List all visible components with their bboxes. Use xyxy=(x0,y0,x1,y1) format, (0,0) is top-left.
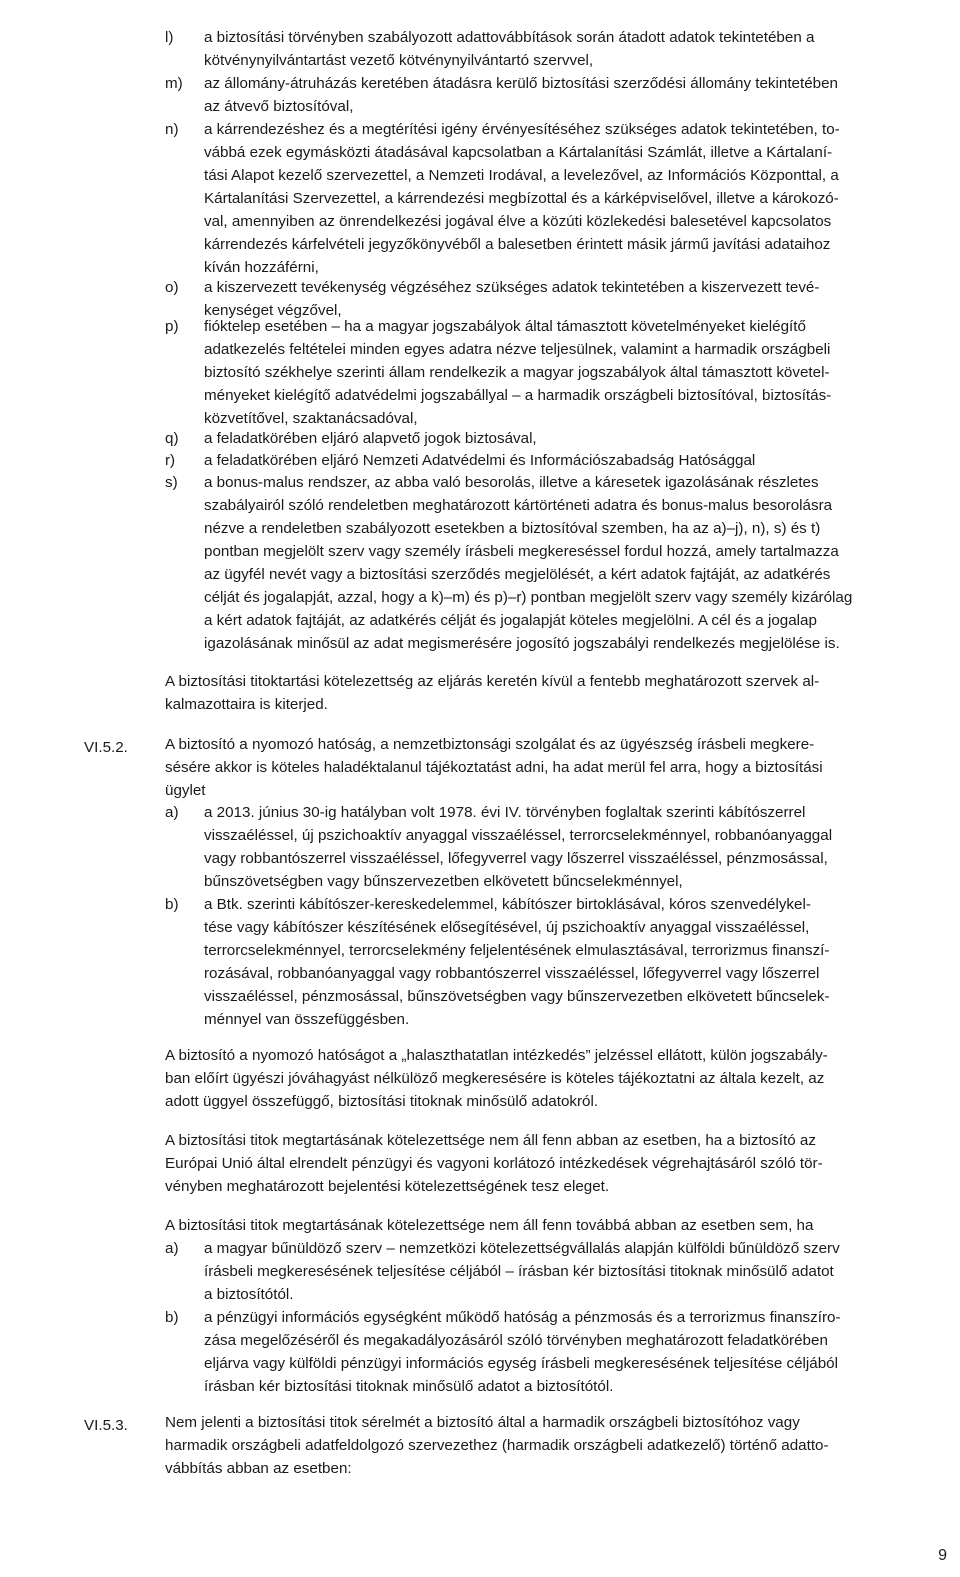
list-marker: m) xyxy=(165,75,183,92)
text-line: a kiszervezett tevékenység végzéséhez szükséges adatok tekintetében a kiszervezett tevé- xyxy=(204,279,820,296)
text-line: harmadik országbeli adatfeldolgozó szervezethez (harmadik országbeli adatkezelő) történő adatto- xyxy=(165,1437,829,1454)
text-line: adott üggyel összefüggő, biztosítási titoknak minősülő adatokról. xyxy=(165,1093,599,1110)
section-number-vi-5-3: VI.5.3. xyxy=(84,1417,128,1434)
text-line: ban előírt ügyészi jóváhagyást nélkülöző megkeresésére is köteles tájékoztatni az általa kezelt, az xyxy=(165,1070,825,1087)
text-line: az átvevő biztosítóval, xyxy=(204,98,354,115)
list-marker: o) xyxy=(165,279,179,296)
text-line: rozásával, robbanóanyaggal vagy robbantószerrel visszaéléssel, lőfegyverrel vagy lőszerrel xyxy=(204,965,820,982)
text-line: a biztosítótól. xyxy=(204,1286,294,1303)
text-line: írásban kér biztosítási titoknak minősülő adatot a biztosítótól. xyxy=(204,1378,614,1395)
text-line: kalmazottaira is kiterjed. xyxy=(165,696,328,713)
text-line: szabályairól szóló rendeletben meghatározott kártörténeti adatra és bonus-malus besorolásra xyxy=(204,497,833,514)
text-line: ügylet xyxy=(165,782,206,799)
text-line: közvetítővel, szaktanácsadóval, xyxy=(204,410,418,427)
text-line: A biztosítási titoktartási kötelezettség az eljárás keretén kívül a fentebb meghatározott szervek al- xyxy=(165,673,820,690)
text-line: a feladatkörében eljáró alapvető jogok biztosával, xyxy=(204,430,537,447)
text-line: tése vagy kábítószer készítésének elősegítésével, új pszichoaktív anyaggal visszaéléssel, xyxy=(204,919,810,936)
text-line: vagy robbantószerrel visszaéléssel, lőfegyverrel vagy lőszerrel visszaéléssel, pénzmosással, xyxy=(204,850,828,867)
text-line: Nem jelenti a biztosítási titok sérelmét a biztosító által a harmadik országbeli biztosítóhoz vagy xyxy=(165,1414,800,1431)
text-line: ményeket kielégítő adatvédelmi jogszabállyal – a harmadik országbeli biztosítóval, biztosítás- xyxy=(204,387,832,404)
text-line: sésére akkor is köteles haladéktalanul tájékoztatást adni, ha adat merül fel arra, hogy a biztosítási xyxy=(165,759,823,776)
text-line: Európai Unió által elrendelt pénzügyi és vagyoni korlátozó intézkedések végrehajtásáról szóló tör- xyxy=(165,1155,823,1172)
text-line: kenységet végzővel, xyxy=(204,302,342,319)
text-line: kárrendezés kárfelvételi jegyzőkönyvéből a balesetben érintett másik jármű javítási adataihoz xyxy=(204,236,831,253)
list-marker: a) xyxy=(165,804,179,821)
text-line: zása megelőzéséről és megakadályozásáról szóló törvényben meghatározott feladatkörében xyxy=(204,1332,828,1349)
text-line: vábbá ezek egymásközti átadásával kapcsolatban a Kártalanítási Számlát, illetve a Kártalaní- xyxy=(204,144,833,161)
text-line: igazolásának minősül az adat megismerésére jogosító jogszabályi rendelkezés megjelölése is. xyxy=(204,635,840,652)
text-line: adatkezelés feltételei minden egyes adatra nézve teljesülnek, valamint a harmadik országbeli xyxy=(204,341,831,358)
text-line: visszaéléssel, pénzmosással, bűnszövetségben vagy bűnszervezetben elkövetett bűncselek- xyxy=(204,988,830,1005)
list-marker: p) xyxy=(165,318,179,335)
text-line: a bonus-malus rendszer, az abba való besorolás, illetve a káresetek igazolásának részletes xyxy=(204,474,819,491)
text-line: val, amennyiben az önrendelkezési jogával élve a közúti közlekedési balesetével kapcsolatos xyxy=(204,213,832,230)
text-line: a kárrendezéshez és a megtérítési igény érvényesítéséhez szükséges adatok tekintetében, to- xyxy=(204,121,840,138)
text-line: biztosító székhelye szerinti állam rendelkezik a magyar jogszabályok által támasztott követel- xyxy=(204,364,830,381)
text-line: A biztosítási titok megtartásának kötelezettsége nem áll fenn továbbá abban az esetben sem, ha xyxy=(165,1217,814,1234)
list-marker: l) xyxy=(165,29,174,46)
text-line: pontban megjelölt szerv vagy személy írásbeli megkereséssel fordul hozzá, amely tartalmazza xyxy=(204,543,839,560)
text-line: eljárva vagy külföldi pénzügyi információs egység írásbeli megkeresésének teljesítése céljából xyxy=(204,1355,838,1372)
text-line: írásbeli megkeresésének teljesítése céljából – írásban kér biztosítási titoknak minősülő adatot xyxy=(204,1263,834,1280)
text-line: kíván hozzáférni, xyxy=(204,259,319,276)
text-line: A biztosító a nyomozó hatóság, a nemzetbiztonsági szolgálat és az ügyészség írásbeli megkere- xyxy=(165,736,815,753)
page-number: 9 xyxy=(938,1547,947,1564)
text-line: a 2013. június 30-ig hatályban volt 1978. évi IV. törvényben foglaltak szerinti kábítószerrel xyxy=(204,804,806,821)
text-line: a Btk. szerinti kábítószer-kereskedelemmel, kábítószer birtoklásával, kóros szenvedélykel- xyxy=(204,896,811,913)
text-line: ménnyel van összefüggésben. xyxy=(204,1011,410,1028)
list-marker: n) xyxy=(165,121,179,138)
text-line: bűnszövetségben vagy bűnszervezetben elkövetett bűncselekménnyel, xyxy=(204,873,683,890)
list-marker: q) xyxy=(165,430,179,447)
text-line: A biztosító a nyomozó hatóságot a „halaszthatatlan intézkedés” jelzéssel ellátott, külön jogszabály- xyxy=(165,1047,828,1064)
text-line: a feladatkörében eljáró Nemzeti Adatvédelmi és Információszabadság Hatósággal xyxy=(204,452,756,469)
text-line: fióktelep esetében – ha a magyar jogszabályok által támasztott követelményeket kielégítő xyxy=(204,318,806,335)
text-line: visszaéléssel, új pszichoaktív anyaggal visszaéléssel, terrorcselekménnyel, robbanóanyaggal xyxy=(204,827,833,844)
text-line: célját és jogalapját, azzal, hogy a k)–m) és p)–r) pontban megjelölt szerv vagy személy kizárólag xyxy=(204,589,853,606)
text-line: a kért adatok fajtáját, az adatkérés célját és jogalapját köteles megjelölni. A cél és a jogalap xyxy=(204,612,817,629)
list-marker: b) xyxy=(165,1309,179,1326)
page-top-margin xyxy=(0,0,960,4)
list-marker: a) xyxy=(165,1240,179,1257)
text-line: terrorcselekménnyel, terrorcselekmény feljelentésének elmulasztásával, terrorizmus finanszí- xyxy=(204,942,830,959)
text-line: tási Alapot kezelő szervezettel, a Nemzeti Irodával, a levelezővel, az Információs Központtal, a xyxy=(204,167,839,184)
text-line: Kártalanítási Szervezettel, a kárrendezési megbízottal és a kárképviselővel, illetve a károkozó- xyxy=(204,190,839,207)
text-line: a pénzügyi információs egységként működő hatóság a pénzmosás és a terrorizmus finanszíro- xyxy=(204,1309,841,1326)
text-line: vábbítás abban az esetben: xyxy=(165,1460,352,1477)
text-line: az ügyfél nevét vagy a biztosítási szerződés megjelölését, a kért adatok fajtáját, az adatkérés xyxy=(204,566,831,583)
text-line: az állomány-átruházás keretében átadásra kerülő biztosítási szerződési állomány tekintetében xyxy=(204,75,839,92)
text-line: nézve a rendeletben szabályozott esetekben a biztosítóval szemben, ha az a)–j), n), s) és t) xyxy=(204,520,821,537)
list-marker: s) xyxy=(165,474,178,491)
list-marker: b) xyxy=(165,896,179,913)
text-line: vényben meghatározott bejelentési kötelezettségének tesz eleget. xyxy=(165,1178,610,1195)
text-line: A biztosítási titok megtartásának kötelezettsége nem áll fenn abban az esetben, ha a biztosító az xyxy=(165,1132,816,1149)
text-line: a biztosítási törvényben szabályozott adattovábbítások során átadott adatok tekintetében a xyxy=(204,29,815,46)
text-line: a magyar bűnüldöző szerv – nemzetközi kötelezettségvállalás alapján külföldi bűnüldöző szerv xyxy=(204,1240,840,1257)
section-number-vi-5-2: VI.5.2. xyxy=(84,739,128,756)
list-marker: r) xyxy=(165,452,176,469)
text-line: kötvénynyilvántartást vezető kötvénynyilvántartó szervvel, xyxy=(204,52,594,69)
